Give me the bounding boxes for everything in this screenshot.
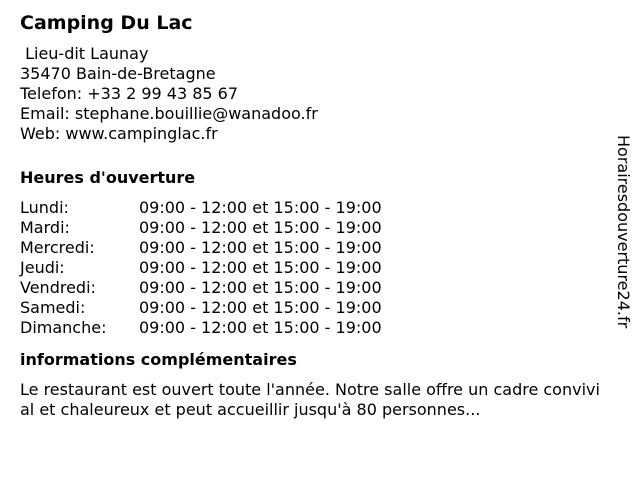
site-watermark: Horairesdouverture24.fr	[614, 135, 633, 329]
contact-block	[20, 44, 610, 144]
time-range: 09:00 - 12:00 et 15:00 - 19:00	[139, 318, 382, 337]
day-label: Lundi:	[20, 198, 69, 217]
hours-row-tuesday	[20, 218, 610, 238]
address-city: 35470 Bain-de-Bretagne	[20, 64, 216, 83]
day-label: Samedi:	[20, 298, 86, 317]
address-street: Lieu-dit Launay	[20, 44, 149, 63]
time-range: 09:00 - 12:00 et 15:00 - 19:00	[139, 238, 382, 257]
day-label: Vendredi:	[20, 278, 96, 297]
day-label: Dimanche:	[20, 318, 107, 337]
additional-info-heading: informations complémentaires	[20, 350, 297, 369]
day-label: Jeudi:	[20, 258, 65, 277]
time-range: 09:00 - 12:00 et 15:00 - 19:00	[139, 258, 382, 277]
business-card	[20, 10, 610, 420]
hours-row-saturday	[20, 298, 610, 318]
email-link[interactable]: Email: stephane.bouillie@wanadoo.fr	[20, 104, 318, 123]
hours-row-thursday	[20, 258, 610, 278]
hours-row-monday	[20, 198, 610, 218]
time-range: 09:00 - 12:00 et 15:00 - 19:00	[139, 198, 382, 217]
day-label: Mardi:	[20, 218, 70, 237]
day-label: Mercredi:	[20, 238, 95, 257]
business-name: Camping Du Lac	[20, 12, 193, 34]
additional-info-text: Le restaurant est ouvert toute l'année. Notre salle offre un cadre convivial et chaleureux et peut accueillir jusqu'à 80 personnes...	[20, 380, 600, 419]
hours-row-wednesday	[20, 238, 610, 258]
time-range: 09:00 - 12:00 et 15:00 - 19:00	[139, 278, 382, 297]
hours-row-sunday	[20, 318, 610, 338]
time-range: 09:00 - 12:00 et 15:00 - 19:00	[139, 218, 382, 237]
hours-row-friday	[20, 278, 610, 298]
opening-hours-heading: Heures d'ouverture	[20, 168, 196, 187]
phone-number[interactable]: Telefon: +33 2 99 43 85 67	[20, 84, 239, 103]
website-link[interactable]: Web: www.campinglac.fr	[20, 124, 218, 143]
opening-hours-table	[20, 198, 610, 338]
time-range: 09:00 - 12:00 et 15:00 - 19:00	[139, 298, 382, 317]
